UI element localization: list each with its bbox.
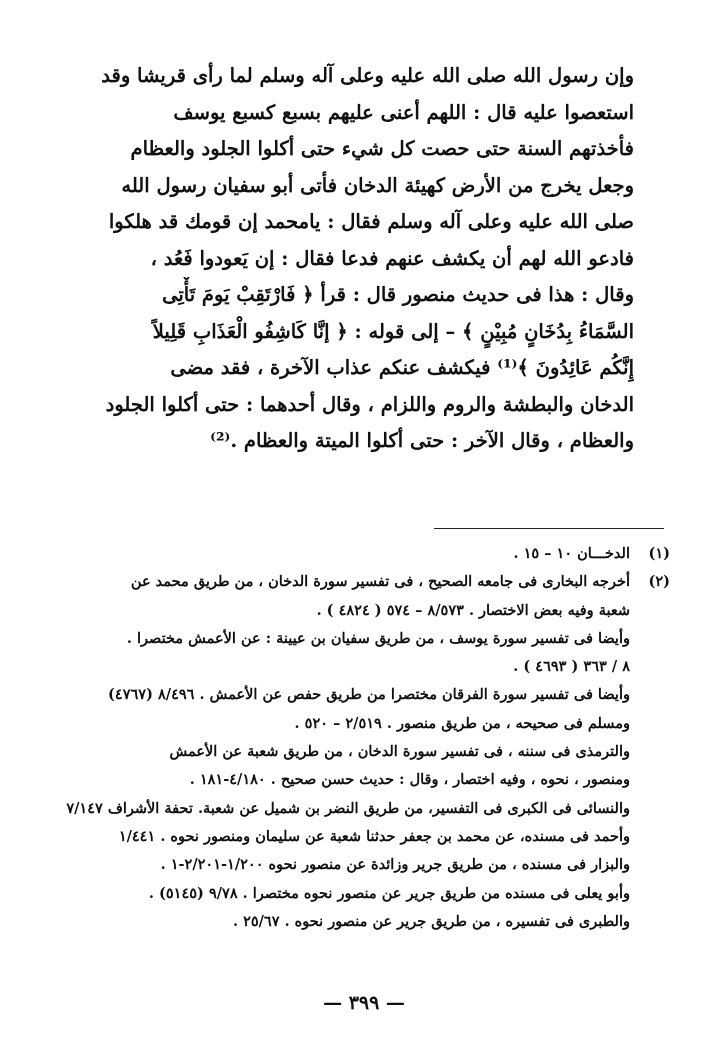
main-text-line: فأخذتهم السنة حتى حصت كل شيء حتى أكلوا الجلود والعظام — [130, 137, 634, 160]
main-text-body — [96, 58, 634, 460]
footnote-line: وأيضا فى تفسير سورة الفرقان مختصرا من طريق حفص عن الأعمش . ٨/٤٩٦ (٤٧٦٧) — [108, 686, 630, 704]
main-text-line: فادعو الله لهم أن يكشف عنهم فدعا فقال : إن يَعودوا فَعُد ، — [150, 246, 634, 270]
main-text-line: وإن رسول الله صلى الله عليه وعلى آله وسلم لما رأى قريشا وقد — [101, 64, 634, 87]
footnote-line: الدخـــان ١٠ – ١٥ . — [513, 545, 630, 562]
main-text-line: الدخان والبطشة والروم واللزام ، وقال أحدهما : حتى أكلوا الجلود — [105, 392, 634, 416]
footnote-line: وأبو يعلى فى مسنده من طريق جرير عن منصور نحوه مختصرا . ٩/٧٨ (٥١٤٥) . — [148, 884, 630, 902]
main-text-line: إِنَّكُم عَائِدُونَ ﴾⁽¹⁾ فيكشف عنكم عذاب الآخرة ، فقد مضى — [170, 356, 634, 379]
footnote-number: (٢) — [648, 573, 670, 591]
footnote-line: والطبرى فى تفسيره ، من طريق جرير عن منصور نحوه . ٢٥/٦٧ . — [232, 912, 630, 930]
footnotes-section — [66, 540, 670, 936]
footnote-1 — [66, 540, 670, 568]
main-text-line: السَّمَاءُ بِدُخَانٍ مُبِيْنٍ ﴾ – إلى قوله : ﴿ إنَّا كَاشِفُو الْعَذَابِ قَلِيلاً — [152, 319, 634, 343]
footnote-line: والبزار فى مسنده ، من طريق جرير وزائدة عن منصور نحوه ١/٢٠٠-٢/٢٠١-١ . — [160, 856, 630, 874]
footnote-separator — [434, 528, 664, 529]
footnote-line: والترمذى فى سننه ، فى تفسير سورة الدخان ، من طريق شعبة عن الأعمش — [169, 743, 630, 761]
footnote-line: ومنصور ، نحوه ، وفيه اختصار ، وقال : حديث حسن صحيح . ٤/١٨٠-١٨١ . — [189, 771, 630, 789]
footnote-line: وأحمد فى مسنده، عن محمد بن جعفر حدثنا شعبة عن سليمان ومنصور نحوه . ١/٤٤١ — [118, 827, 630, 845]
footnote-line: ومسلم فى صحيحه ، من طريق منصور . ٢/٥١٩ – ٥٢٠ . — [294, 714, 630, 732]
main-text-line: والعظام ، وقال الآخر : حتى أكلوا الميتة والعظام .⁽²⁾ — [210, 429, 634, 452]
footnote-line: وأيضا فى تفسير سورة يوسف ، من طريق سفيان بن عيينة : عن الأعمش مختصرا . — [126, 629, 630, 647]
footnote-line: شعبة وفيه بعض الاختصار . ٨/٥٧٣ – ٥٧٤ ( ٤٨٢٤ ) . — [316, 601, 630, 619]
main-text-line: وجعل يخرج من الأرض كهيئة الدخان فأتى أبو سفيان رسول الله — [121, 173, 634, 197]
footnote-line: والنسائى فى الكبرى فى التفسير، من طريق النضر بن شميل عن شعبة. تحفة الأشراف ٧/١٤٧ — [66, 799, 630, 817]
main-text-line: وقال : هذا فى حديث منصور قال : قرأ ﴿ فَارْتَقِبْ يَومَ تَأْتِى — [162, 283, 634, 306]
main-text-line: استعصوا عليه قال : اللهم أعنى عليهم بسبع كسبع يوسف — [173, 100, 634, 124]
page-number: — ٣٩٩ — — [323, 992, 405, 1014]
footnote-number: (١) — [648, 545, 670, 562]
footnote-2 — [66, 568, 670, 936]
footnote-line: ٨ / ٣٦٣ ( ٤٦٩٣ ) . — [513, 658, 630, 676]
main-text-line: صلى الله عليه وعلى آله وسلم فقال : يامحمد إن قومك قد هلكوا — [108, 210, 634, 233]
footnote-line: أخرجه البخارى فى جامعه الصحيح ، فى تفسير سورة الدخان ، من طريق محمد عن — [130, 573, 630, 591]
